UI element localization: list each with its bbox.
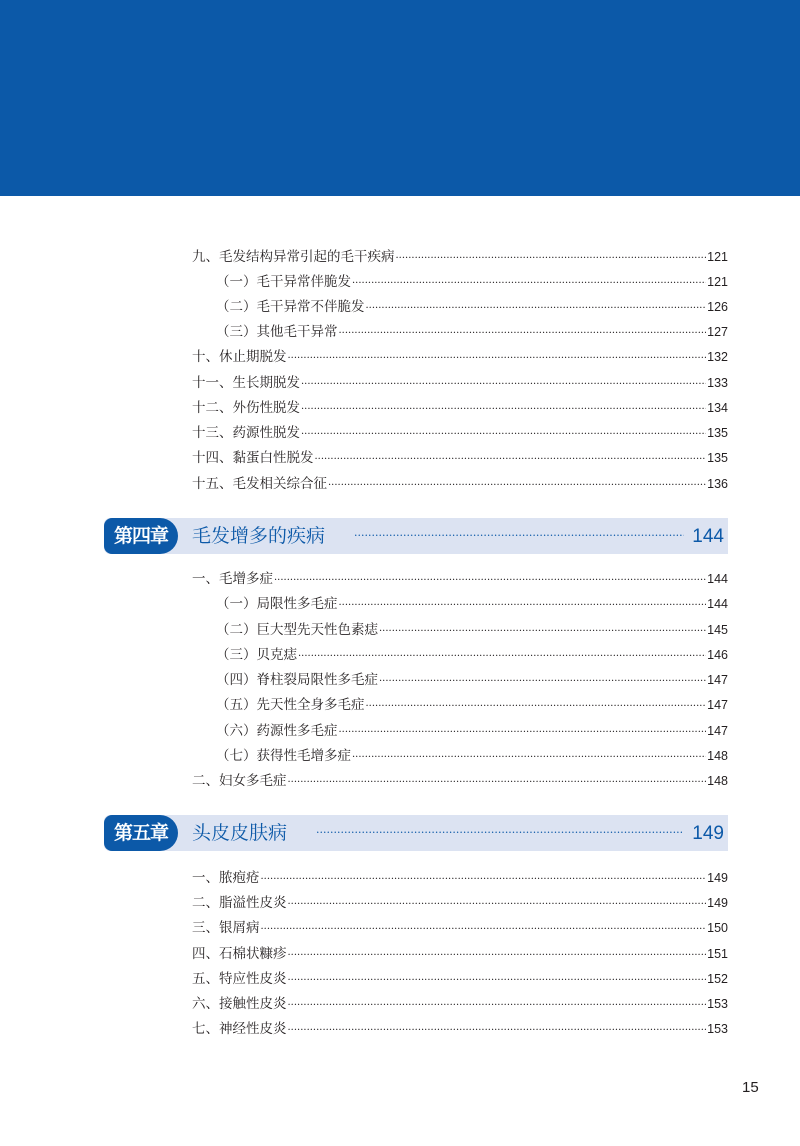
toc-entry-title: （三）其他毛干异常 <box>216 324 338 340</box>
toc-entry-title: （二）毛干异常不伴脆发 <box>216 299 365 315</box>
toc-entry[interactable] <box>192 894 728 912</box>
toc-entry[interactable] <box>192 348 728 366</box>
toc-entry[interactable] <box>192 970 728 988</box>
toc-entry-page: 144 <box>707 597 728 611</box>
toc-entry-page: 145 <box>707 623 728 637</box>
chapter-heading-4[interactable] <box>104 518 728 554</box>
toc-entry[interactable] <box>216 696 728 714</box>
toc-entry[interactable] <box>192 919 728 937</box>
toc-entry-page: 152 <box>707 972 728 986</box>
toc-entry-page: 148 <box>707 774 728 788</box>
dot-leader <box>339 597 707 615</box>
toc-entry[interactable] <box>192 475 728 493</box>
dot-leader <box>366 698 707 716</box>
toc-entry-title: 十四、黏蛋白性脱发 <box>192 450 314 466</box>
toc-entry-title: （一）局限性多毛症 <box>216 596 338 612</box>
toc-entry[interactable] <box>216 646 728 664</box>
toc-entry[interactable] <box>192 869 728 887</box>
toc-entry-page: 147 <box>707 724 728 738</box>
toc-entry-title: 十五、毛发相关综合征 <box>192 476 327 492</box>
chapter-page: 149 <box>692 823 724 844</box>
toc-entry-title: 一、毛增多症 <box>192 571 273 587</box>
dot-leader <box>366 300 707 318</box>
toc-entry-title: （三）贝克痣 <box>216 647 297 663</box>
toc-entry[interactable] <box>192 248 728 266</box>
dot-leader <box>288 972 707 990</box>
toc-entry[interactable] <box>192 772 728 790</box>
toc-entry-page: 133 <box>707 376 728 390</box>
chapter-badge: 第五章 <box>104 815 178 851</box>
toc-entry-title: 六、接触性皮炎 <box>192 996 287 1012</box>
dot-leader <box>288 350 707 368</box>
dot-leader <box>328 477 706 495</box>
toc-entry-page: 149 <box>707 871 728 885</box>
toc-entry-page: 148 <box>707 749 728 763</box>
toc-entry-title: 十二、外伤性脱发 <box>192 400 300 416</box>
dot-leader <box>339 724 707 742</box>
toc-entry-title: 十、休止期脱发 <box>192 349 287 365</box>
toc-entry-page: 153 <box>707 997 728 1011</box>
toc-entry-title: 一、脓疱疮 <box>192 870 260 886</box>
toc-entry-page: 147 <box>707 673 728 687</box>
toc-entry[interactable] <box>216 722 728 740</box>
toc-entry-title: 五、特应性皮炎 <box>192 971 287 987</box>
dot-leader <box>396 250 707 268</box>
toc-entry-page: 146 <box>707 648 728 662</box>
toc-entry-title: （五）先天性全身多毛症 <box>216 697 365 713</box>
chapter-badge: 第四章 <box>104 518 178 554</box>
toc-entry[interactable] <box>216 273 728 291</box>
dot-leader <box>315 451 707 469</box>
dot-leader <box>288 896 707 914</box>
dot-leader <box>288 997 707 1015</box>
toc-entry[interactable] <box>216 671 728 689</box>
dot-leader <box>352 749 706 767</box>
toc-entry-page: 127 <box>707 325 728 339</box>
toc-entry-title: 四、石棉状糠疹 <box>192 946 287 962</box>
dot-leader <box>379 673 706 691</box>
toc-entry-title: 二、妇女多毛症 <box>192 773 287 789</box>
toc-entry[interactable] <box>192 374 728 392</box>
toc-entry[interactable] <box>192 945 728 963</box>
header-band <box>0 0 800 196</box>
toc-entry-title: （二）巨大型先天性色素痣 <box>216 622 378 638</box>
toc-entry[interactable] <box>192 570 728 588</box>
toc-entry[interactable] <box>192 995 728 1013</box>
dot-leader <box>301 426 706 444</box>
toc-entry-title: 十三、药源性脱发 <box>192 425 300 441</box>
page-number: 15 <box>742 1079 759 1096</box>
chapter-page: 144 <box>692 526 724 547</box>
dot-leader <box>261 871 707 889</box>
toc-entry-page: 151 <box>707 947 728 961</box>
toc-entry-title: 三、银屑病 <box>192 920 260 936</box>
dot-leader <box>352 275 706 293</box>
toc-entry-page: 147 <box>707 698 728 712</box>
toc-entry-title: 九、毛发结构异常引起的毛干疾病 <box>192 249 395 265</box>
toc-entry-page: 132 <box>707 350 728 364</box>
toc-entry-title: （七）获得性毛增多症 <box>216 748 351 764</box>
toc-entry[interactable] <box>216 595 728 613</box>
toc-entry-page: 121 <box>707 250 728 264</box>
toc-entry[interactable] <box>192 449 728 467</box>
chapter-dot-leader <box>354 518 684 554</box>
toc-entry-page: 150 <box>707 921 728 935</box>
toc-entry-page: 144 <box>707 572 728 586</box>
toc-entry[interactable] <box>192 1020 728 1038</box>
toc-entry-title: 二、脂溢性皮炎 <box>192 895 287 911</box>
toc-entry-title: 十一、生长期脱发 <box>192 375 300 391</box>
dot-leader <box>339 325 707 343</box>
dot-leader <box>288 947 707 965</box>
dot-leader <box>288 774 707 792</box>
dot-leader <box>301 376 706 394</box>
dot-leader <box>274 572 706 590</box>
toc-entry-title: （一）毛干异常伴脆发 <box>216 274 351 290</box>
toc-entry[interactable] <box>216 747 728 765</box>
chapter-heading-5[interactable] <box>104 815 728 851</box>
toc-entry[interactable] <box>216 298 728 316</box>
toc-entry[interactable] <box>216 323 728 341</box>
dot-leader <box>288 1022 707 1040</box>
toc-entry[interactable] <box>192 399 728 417</box>
toc-entry-page: 153 <box>707 1022 728 1036</box>
toc-entry[interactable] <box>192 424 728 442</box>
chapter-dot-leader <box>316 815 682 851</box>
dot-leader <box>298 648 706 666</box>
toc-entry-title: 七、神经性皮炎 <box>192 1021 287 1037</box>
chapter-title: 头皮皮肤病 <box>192 822 288 844</box>
toc-entry-title: （四）脊柱裂局限性多毛症 <box>216 672 378 688</box>
dot-leader <box>301 401 706 419</box>
toc-entry-page: 136 <box>707 477 728 491</box>
toc-entry-page: 149 <box>707 896 728 910</box>
toc-entry-title: （六）药源性多毛症 <box>216 723 338 739</box>
toc-entry[interactable] <box>216 621 728 639</box>
chapter-title: 毛发增多的疾病 <box>192 525 326 547</box>
dot-leader <box>261 921 707 939</box>
toc-entry-page: 126 <box>707 300 728 314</box>
dot-leader <box>379 623 706 641</box>
toc-entry-page: 135 <box>707 451 728 465</box>
toc-entry-page: 121 <box>707 275 728 289</box>
toc-entry-page: 134 <box>707 401 728 415</box>
toc-entry-page: 135 <box>707 426 728 440</box>
